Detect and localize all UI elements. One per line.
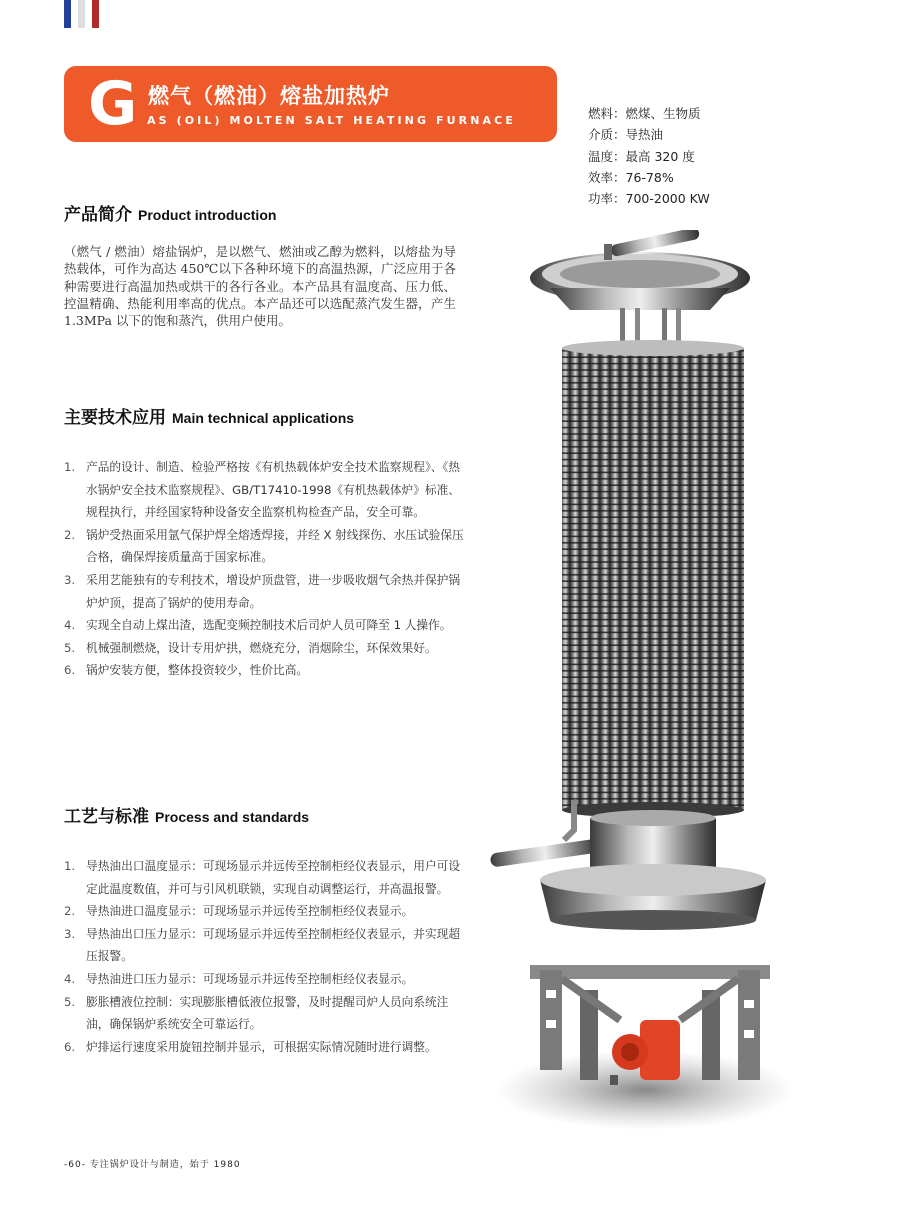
process-list	[64, 855, 464, 1058]
top-dish-body	[550, 288, 730, 310]
list-item-text: 导热油出口温度显示：可现场显示并远传至控制柜经仪表显示，用户可设定此温度数值，并可与引风机联锁，实现自动调整运行，并高温报警。	[86, 859, 461, 896]
flag-red-bar	[92, 0, 99, 28]
section-title-applications-cn: 主要技术应用	[64, 408, 166, 428]
lower-cylinder-top	[590, 810, 716, 826]
coil-top	[562, 340, 744, 356]
list-item	[64, 659, 464, 682]
list-item-text: 机械强制燃烧，设计专用炉拱，燃烧充分，消烟除尘，环保效果好。	[86, 640, 437, 655]
list-item-number: 3.	[64, 926, 76, 941]
list-item-text: 实现全自动上煤出渣，选配变频控制技术后司炉人员可降至 1 人操作。	[86, 618, 452, 633]
applications-list	[64, 456, 464, 682]
bottom-dish-base	[550, 910, 756, 930]
section-title-applications	[64, 403, 354, 428]
bottom-dish-rim	[540, 864, 766, 896]
page-title-cn: 燃气（燃油）熔盐加热炉	[148, 84, 390, 108]
list-item-text: 锅炉受热面采用氩气保护焊全熔透焊接，并经 X 射线探伤、水压试验保压合格，确保焊接质量高于国家标准。	[86, 527, 464, 565]
list-item	[64, 569, 464, 614]
list-item	[64, 968, 464, 991]
coil-column	[562, 348, 744, 810]
list-item-text: 导热油出口压力显示：可现场显示并远传至控制柜经仪表显示，并实现超压报警。	[86, 926, 461, 964]
section-title-intro-en: Product introduction	[138, 207, 277, 223]
intro-paragraph: （燃气 / 燃油）熔盐锅炉，是以燃气、燃油或乙醇为燃料，以熔盐为导热载体，可作为高达 450℃以下各种环境下的高温热源，广泛应用于各种需要进行高温加热或烘干的各行各业。本产品具有温度高、压力低、控温精确、热能利用率高的优点。本产品还可以选配蒸汽发生器，产生 1.3MPa 以下的饱和蒸汽，供用户使用。	[64, 244, 456, 329]
list-item-number: 3.	[64, 572, 76, 587]
list-item-text: 锅炉安装方便，整体投资较少，性价比高。	[86, 663, 309, 678]
list-item	[64, 524, 464, 569]
list-item-text: 膨胀槽液位控制：实现膨胀槽低液位报警，及时提醒司炉人员向系统注油，确保锅炉系统安全可靠运行。	[86, 994, 449, 1032]
outlet-pipe	[490, 838, 601, 867]
list-item-text: 采用艺能独有的专利技术，增设炉顶盘管，进一步吸收烟气余热并保护锅炉炉顶，提高了锅炉的使用寿命。	[86, 572, 461, 610]
list-item	[64, 456, 464, 524]
list-item-number: 2.	[64, 527, 76, 542]
list-item-text: 导热油进口温度显示：可现场显示并远传至控制柜经仪表显示。	[86, 904, 414, 919]
list-item-number: 5.	[64, 640, 76, 655]
top-pipe-connector	[604, 244, 612, 260]
list-item-number: 4.	[64, 971, 76, 986]
section-title-process-cn: 工艺与标准	[64, 807, 149, 827]
page-footer: -60- 专注锅炉设计与制造，始于 1980	[64, 1160, 241, 1170]
list-item-number: 5.	[64, 994, 76, 1009]
list-item-number: 1.	[64, 460, 76, 474]
page-title-en: AS (OIL) MOLTEN SALT HEATING FURNACE	[147, 114, 516, 127]
spec-power: 功率：700-2000 KW	[588, 191, 710, 207]
spec-list	[588, 103, 710, 209]
flag-white-bar	[78, 0, 85, 28]
spec-temperature: 温度：最高 320 度	[588, 148, 695, 164]
list-item	[64, 614, 464, 637]
list-item-text: 导热油进口压力显示：可现场显示并远传至控制柜经仪表显示。	[86, 971, 414, 986]
banner-letter: G	[88, 69, 138, 139]
list-item	[64, 900, 464, 923]
list-item-number: 2.	[64, 904, 76, 919]
furnace-illustration	[480, 230, 800, 1130]
list-item	[64, 637, 464, 660]
flag-blue-bar	[64, 0, 71, 28]
list-item	[64, 923, 464, 968]
list-item-text: 产品的设计、制造、检验严格按《有机热载体炉安全技术监察规程》、《热水锅炉安全技术监察规程》、GB/T17410-1998《有机热载体炉》标准、规程执行，并经国家特种设备安全监察机构检查产品，安全可靠。	[86, 460, 460, 520]
spec-medium: 介质：导热油	[588, 127, 664, 143]
section-title-applications-en: Main technical applications	[172, 410, 355, 426]
section-title-process	[64, 802, 309, 827]
list-item	[64, 991, 464, 1036]
list-item-number: 4.	[64, 618, 76, 633]
list-item	[64, 1036, 464, 1059]
list-item-number: 6.	[64, 1039, 76, 1054]
list-item	[64, 855, 464, 900]
spec-fuel: 燃料：燃煤、生物质	[588, 106, 701, 121]
list-item-number: 1.	[64, 859, 76, 873]
list-item-text: 炉排运行速度采用旋钮控制并显示，可根据实际情况随时进行调整。	[86, 1039, 437, 1054]
title-banner	[64, 66, 557, 142]
spec-efficiency: 效率：76-78%	[588, 169, 674, 185]
list-item-number: 6.	[64, 663, 76, 678]
section-title-intro	[64, 200, 276, 225]
top-dish-rim	[560, 260, 720, 288]
section-title-process-en: Process and standards	[155, 809, 310, 825]
section-title-intro-cn: 产品简介	[64, 205, 132, 225]
